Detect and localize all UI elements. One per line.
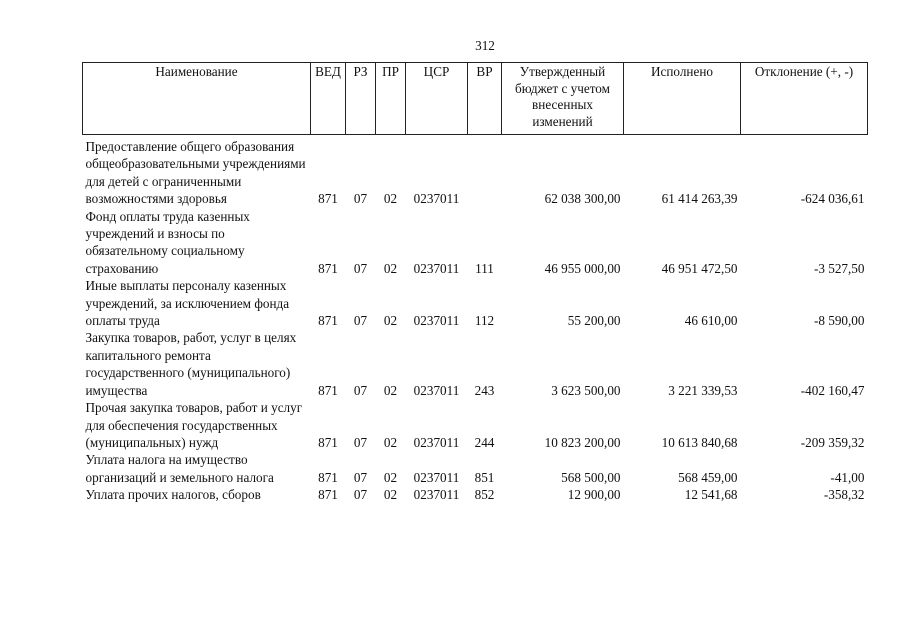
- row-pr: 02: [383, 469, 398, 485]
- row-name: Прочая закупка товаров, работ и услуг для обеспечения государственных (муниципальных) нужд: [85, 400, 303, 450]
- row-executed: 3 221 339,53: [668, 382, 738, 398]
- row-vr: 852: [474, 487, 495, 503]
- row-name: Предоставление общего образования общеобразовательными учреждениями для детей с ограниченными возможностями здоровья: [85, 139, 306, 207]
- row-name: Иные выплаты персоналу казенных учреждений, за исключением фонда оплаты труда: [85, 278, 290, 329]
- row-csr: 0237011: [413, 313, 460, 329]
- row-approved: 3 623 500,00: [551, 382, 621, 398]
- row-ved: 871: [318, 382, 338, 398]
- table-row: [83, 399, 868, 451]
- table-row: [83, 486, 868, 503]
- header-executed: Исполнено: [624, 63, 741, 135]
- row-vr: 244: [474, 435, 495, 451]
- row-ved: 871: [318, 313, 338, 329]
- table-header-row: [83, 63, 868, 135]
- row-approved: 46 955 000,00: [544, 261, 621, 277]
- row-approved: 568 500,00: [561, 469, 621, 485]
- row-deviation: -41,00: [830, 469, 865, 485]
- row-approved: 62 038 300,00: [544, 191, 621, 207]
- budget-execution-table: [82, 62, 868, 504]
- row-deviation: -624 036,61: [800, 191, 865, 207]
- row-name: Закупка товаров, работ, услуг в целях капитального ремонта государственного (муниципального) имущества: [85, 330, 297, 398]
- row-vr: 112: [474, 313, 495, 329]
- row-rz: 07: [353, 382, 368, 398]
- row-executed: 61 414 263,39: [661, 191, 738, 207]
- table-row: [83, 135, 868, 208]
- row-pr: 02: [383, 435, 398, 451]
- row-vr: 851: [474, 469, 495, 485]
- row-executed: 46 951 472,50: [661, 261, 738, 277]
- row-csr: 0237011: [413, 191, 460, 207]
- row-pr: 02: [383, 191, 398, 207]
- row-csr: 0237011: [413, 435, 460, 451]
- row-pr: 02: [383, 487, 398, 503]
- row-approved: 10 823 200,00: [544, 435, 621, 451]
- header-deviation: Отклонение (+, -): [741, 63, 868, 135]
- row-rz: 07: [353, 469, 368, 485]
- row-rz: 07: [353, 261, 368, 277]
- row-pr: 02: [383, 313, 398, 329]
- table-row: [83, 451, 868, 486]
- header-csr: ЦСР: [406, 63, 468, 135]
- page-number: 312: [475, 38, 495, 53]
- row-rz: 07: [353, 191, 368, 207]
- row-ved: 871: [318, 261, 338, 277]
- row-vr: [468, 135, 502, 208]
- header-pr: ПР: [376, 63, 406, 135]
- row-ved: 871: [318, 487, 338, 503]
- header-ved: ВЕД: [311, 63, 346, 135]
- row-name: Уплата прочих налогов, сборов: [85, 487, 261, 503]
- row-rz: 07: [353, 435, 368, 451]
- row-pr: 02: [383, 261, 398, 277]
- row-deviation: -358,32: [823, 487, 865, 503]
- row-deviation: -3 527,50: [813, 261, 865, 277]
- row-name: Уплата налога на имущество организаций и земельного налога: [85, 452, 274, 485]
- row-csr: 0237011: [413, 487, 460, 503]
- row-approved: 55 200,00: [567, 313, 621, 329]
- row-name: Фонд оплаты труда казенных учреждений и взносы по обязательному социальному страхованию: [85, 208, 250, 276]
- row-pr: 02: [383, 382, 398, 398]
- table-row: [83, 208, 868, 278]
- header-approved: Утвержденный бюджет с учетом внесенных изменений: [502, 63, 624, 135]
- row-deviation: -209 359,32: [800, 435, 865, 451]
- row-csr: 0237011: [413, 261, 460, 277]
- header-rz: РЗ: [346, 63, 376, 135]
- header-name: Наименование: [83, 63, 311, 135]
- row-executed: 46 610,00: [684, 313, 738, 329]
- row-csr: 0237011: [413, 469, 460, 485]
- table-row: [83, 329, 868, 399]
- row-deviation: -8 590,00: [813, 313, 865, 329]
- table-row: [83, 277, 868, 329]
- row-vr: 243: [474, 382, 495, 398]
- row-executed: 12 541,68: [684, 487, 738, 503]
- row-rz: 07: [353, 313, 368, 329]
- row-ved: 871: [318, 191, 338, 207]
- row-ved: 871: [318, 435, 338, 451]
- row-rz: 07: [353, 487, 368, 503]
- row-ved: 871: [318, 469, 338, 485]
- header-vr: ВР: [468, 63, 502, 135]
- row-vr: 111: [475, 261, 494, 277]
- row-deviation: -402 160,47: [800, 382, 865, 398]
- row-csr: 0237011: [413, 382, 460, 398]
- row-executed: 10 613 840,68: [661, 435, 738, 451]
- row-approved: 12 900,00: [567, 487, 621, 503]
- row-executed: 568 459,00: [678, 469, 738, 485]
